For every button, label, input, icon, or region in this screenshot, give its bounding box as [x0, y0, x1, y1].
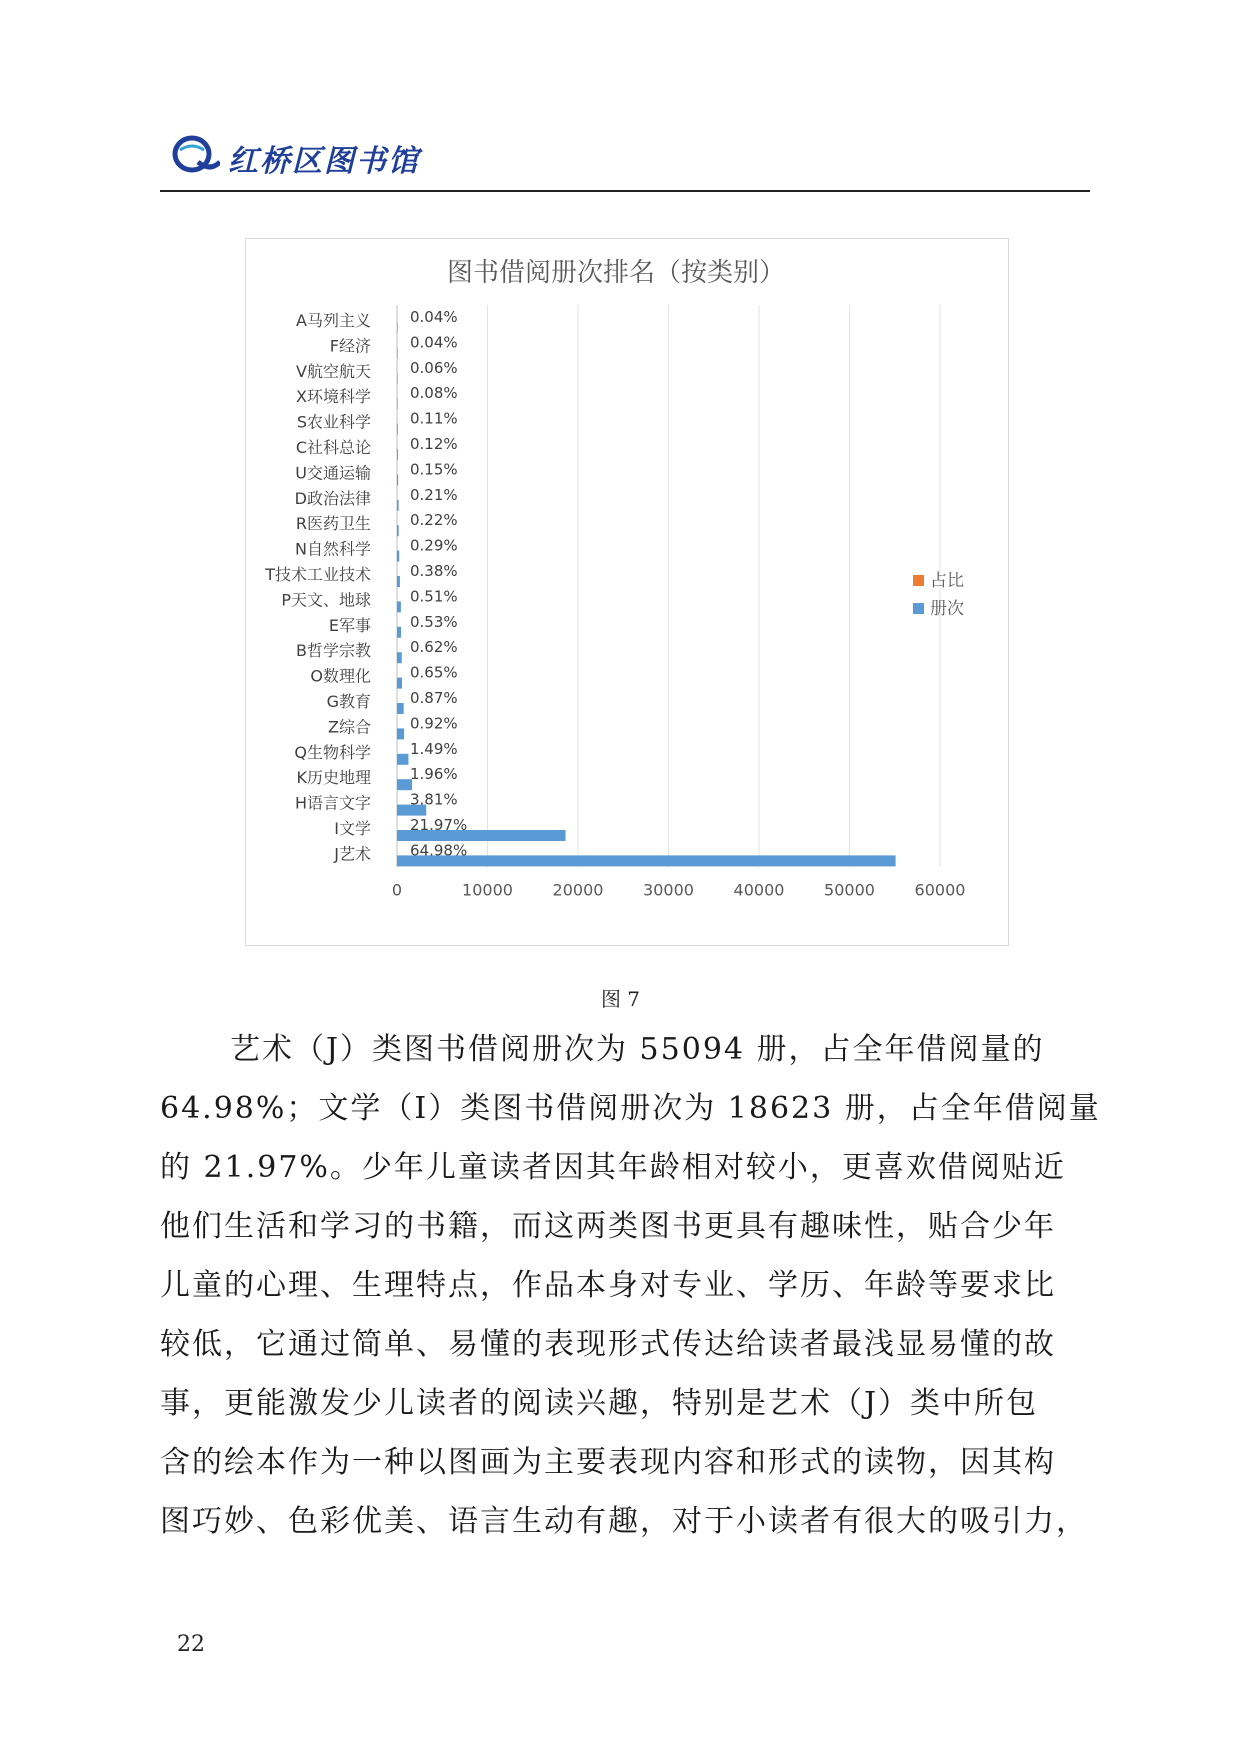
bar-count [397, 551, 399, 562]
percent-label: 0.29% [410, 536, 458, 555]
labels [264, 308, 965, 899]
percent-label: 0.04% [410, 308, 458, 326]
percent-label: 0.65% [410, 663, 458, 682]
bar-count [397, 373, 398, 384]
category-label: H语言文字 [294, 793, 371, 813]
category-label: S农业科学 [296, 412, 371, 432]
legend-swatch [913, 603, 924, 614]
category-label: F经济 [329, 336, 371, 356]
page-header [160, 120, 1090, 192]
bar-count [397, 652, 402, 663]
category-label: U交通运输 [295, 463, 371, 483]
percent-label: 0.04% [410, 333, 458, 352]
bar-count [397, 525, 399, 536]
paragraph-line: 艺术（J）类图书借阅册次为 55094 册，占全年借阅量的 [230, 1032, 1045, 1067]
x-tick-label: 20000 [552, 880, 604, 900]
category-label: Q生物科学 [294, 742, 371, 762]
borrowing-chart [245, 238, 1009, 946]
category-label: O数理化 [310, 666, 371, 686]
category-label: B哲学宗教 [296, 641, 371, 661]
bar-count [397, 703, 404, 714]
category-label: A马列主义 [296, 311, 371, 330]
paragraph-line: 64.98%；文学（I）类图书借阅册次为 18623 册，占全年借阅量 [160, 1091, 1101, 1126]
percent-label: 0.21% [410, 485, 458, 504]
chart-canvas [246, 239, 1008, 945]
percent-label: 0.11% [410, 409, 458, 428]
percent-label: 3.81% [410, 790, 458, 809]
bars [397, 322, 896, 866]
bar-count [397, 728, 404, 739]
bar-count [397, 424, 398, 435]
page-number: 22 [177, 1632, 205, 1657]
category-label: N自然科学 [295, 539, 371, 559]
category-label: D政治法律 [294, 488, 371, 508]
percent-label: 0.51% [410, 587, 458, 606]
x-tick-label: 0 [391, 880, 403, 900]
percent-label: 0.53% [410, 612, 458, 631]
percent-label: 64.98% [410, 841, 468, 860]
legend-label: 占比 [930, 571, 964, 591]
category-label: K历史地理 [296, 768, 371, 788]
bar-count [397, 347, 398, 358]
bar-count [397, 678, 402, 689]
legend-label: 册次 [930, 599, 964, 619]
chart-title: 图书借阅册次排名（按类别） [446, 258, 786, 288]
x-tick-label: 50000 [824, 880, 875, 900]
category-label: V航空航天 [296, 361, 371, 381]
percent-label: 0.08% [410, 384, 458, 403]
category-label: P天文、地球 [281, 590, 371, 610]
bar-count [397, 398, 398, 409]
bar-count [397, 627, 401, 638]
bar-count [397, 754, 408, 765]
category-label: R医药卫生 [295, 514, 371, 534]
percent-label: 21.97% [410, 816, 468, 834]
paragraph-line: 儿童的心理、生理特点，作品本身对专业、学历、年龄等要求比 [160, 1268, 1056, 1303]
paragraph-line: 他们生活和学习的书籍，而这两类图书更具有趣味性，贴合少年 [160, 1209, 1056, 1244]
x-tick-label: 10000 [462, 880, 513, 900]
bar-count [397, 601, 401, 612]
bar-count [397, 474, 398, 485]
library-name: 红桥区图书馆 [228, 144, 420, 179]
percent-label: 0.92% [410, 714, 458, 733]
bar-count [397, 449, 398, 460]
paragraph-line: 的 21.97%。少年儿童读者因其年龄相对较小，更喜欢借阅贴近 [160, 1150, 1066, 1185]
percent-label: 0.15% [410, 460, 458, 479]
x-tick-label: 40000 [733, 880, 785, 900]
percent-label: 0.12% [410, 435, 458, 453]
percent-label: 0.06% [410, 358, 458, 377]
category-label: X环境科学 [296, 387, 371, 407]
grid-lines [397, 305, 940, 867]
paragraph-line: 较低，它通过简单、易懂的表现形式传达给读者最浅显易懂的故 [160, 1327, 1056, 1362]
q-swoosh-logo-icon [170, 132, 220, 178]
paragraph-line: 图巧妙、色彩优美、语言生动有趣，对于小读者有很大的吸引力， [160, 1504, 1088, 1539]
figure-caption: 图 7 [600, 987, 641, 1011]
category-label: C社科总论 [295, 438, 371, 457]
legend-swatch [913, 575, 924, 586]
category-label: J艺术 [334, 844, 371, 864]
category-label: T技术工业技术 [265, 565, 371, 584]
percent-label: 0.22% [410, 511, 458, 530]
category-label: Z综合 [328, 717, 371, 737]
category-label: G教育 [326, 692, 371, 711]
percent-label: 0.38% [410, 562, 458, 580]
x-tick-label: 30000 [643, 880, 694, 900]
percent-label: 0.62% [410, 638, 458, 657]
bar-count [397, 576, 400, 587]
legend [913, 571, 964, 619]
category-label: E军事 [328, 615, 371, 635]
paragraph-line: 含的绘本作为一种以图画为主要表现内容和形式的读物，因其构 [160, 1445, 1056, 1480]
body-paragraph [160, 1020, 1101, 1551]
bar-count [397, 855, 896, 866]
percent-label: 1.49% [410, 739, 458, 758]
paragraph-line: 事，更能激发少儿读者的阅读兴趣，特别是艺术（J）类中所包 [160, 1386, 1039, 1421]
bar-count [397, 500, 399, 511]
x-tick-label: 60000 [914, 880, 966, 900]
percent-label: 0.87% [410, 689, 458, 707]
header-divider [160, 190, 1090, 192]
bar-count [397, 322, 398, 333]
percent-label: 1.96% [410, 765, 458, 784]
category-label: I文学 [334, 819, 371, 838]
